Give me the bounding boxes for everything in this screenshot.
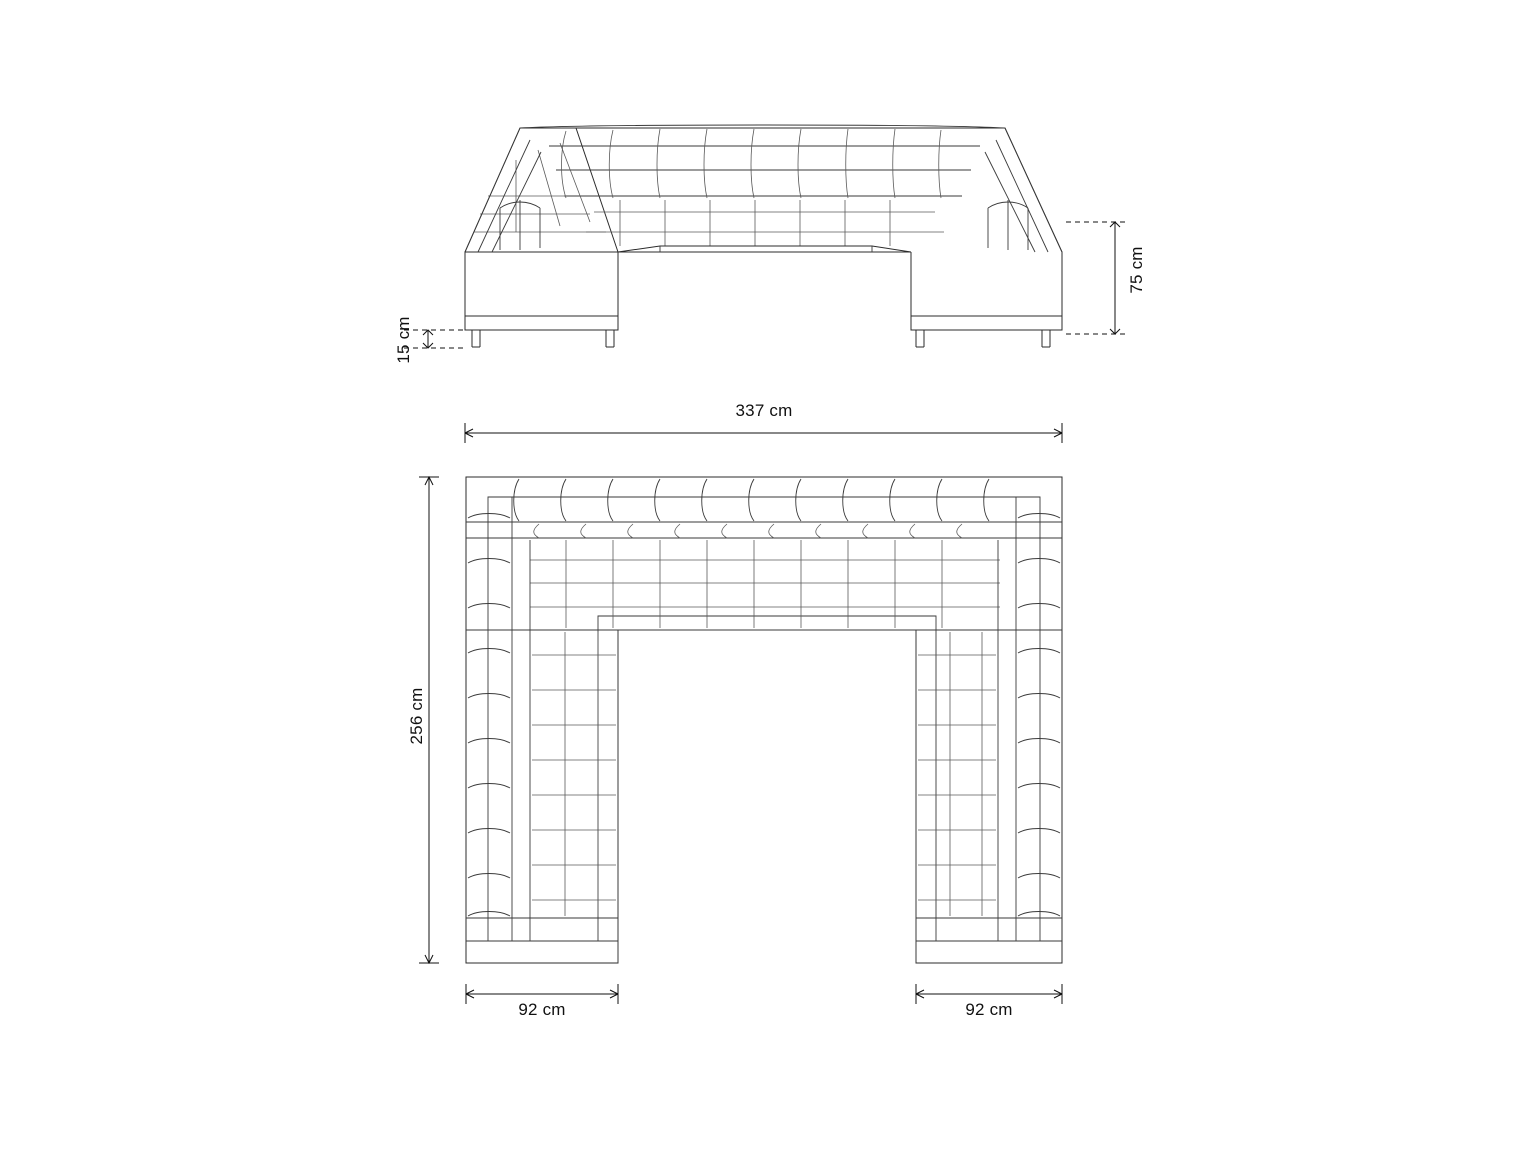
front-elevation-view	[404, 125, 1128, 443]
dimension-label-depth-256: 256 cm	[407, 687, 426, 745]
dimension-label-leg-height-15: 15 cm	[394, 316, 413, 364]
dimension-label-width-337: 337 cm	[735, 401, 793, 420]
dimension-label-height-75: 75 cm	[1127, 246, 1146, 294]
top-plan-view	[419, 477, 1062, 1004]
dimension-label-left-module-92: 92 cm	[518, 1000, 566, 1019]
dimension-label-right-module-92: 92 cm	[965, 1000, 1013, 1019]
